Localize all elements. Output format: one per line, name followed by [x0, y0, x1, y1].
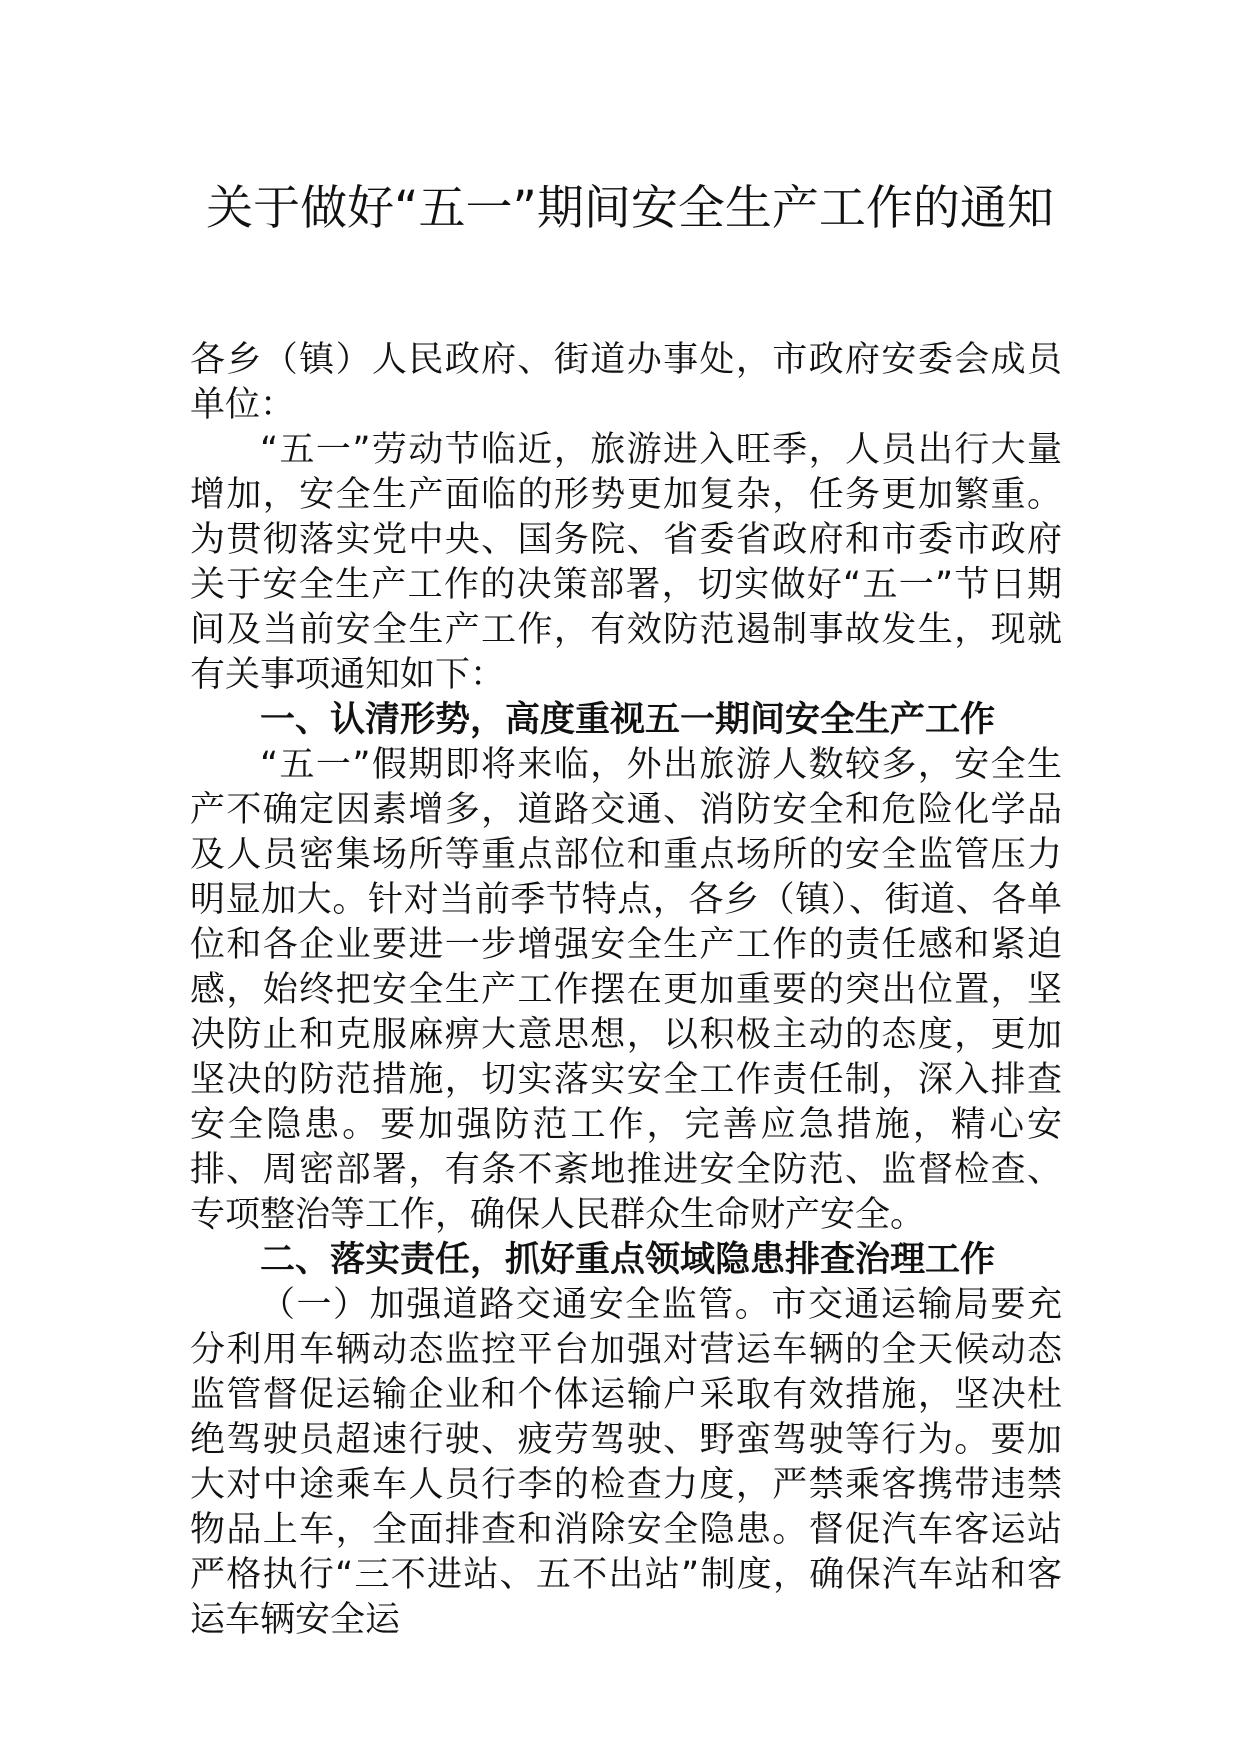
section-heading-1: 一、认清形势，高度重视五一期间安全生产工作 — [260, 700, 996, 740]
document-title: 关于做好“五一”期间安全生产工作的通知 — [206, 181, 1054, 236]
intro-paragraph: “五一”劳动节临近，旅游进入旺季，人员出行大量增加，安全生产面临的形势更加复杂，任务更加繁重。为贯彻落实党中央、国务院、省委省政府和市委市政府关于安全生产工作的决策部署，切实做好“五一”节日期间及当前安全生产工作，有效防范遏制事故发生，现就有关事项通知如下： — [190, 430, 1062, 695]
section-2-1-paragraph: （一）加强道路交通安全监管。市交通运输局要充分利用车辆动态监控平台加强对营运车辆的全天候动态监管督促运输企业和个体运输户采取有效措施，坚决杜绝驾驶员超速行驶、疲劳驾驶、野蛮驾驶等行为。要加大对中途乘车人员行李的检查力度，严禁乘客携带违禁物品上车，全面排查和消除安全隐患。督促汽车客运站严格执行“三不进站、五不出站”制度，确保汽车站和客运车辆安全运 — [190, 1285, 1062, 1640]
salutation: 各乡（镇）人民政府、街道办事处，市政府安委会成员单位： — [190, 340, 1062, 425]
section-1-paragraph: “五一”假期即将来临，外出旅游人数较多，安全生产不确定因素增多，道路交通、消防安全和危险化学品及人员密集场所等重点部位和重点场所的安全监管压力明显加大。针对当前季节特点，各乡（镇）、街道、各单位和各企业要进一步增强安全生产工作的责任感和紧迫感，始终把安全生产工作摆在更加重要的突出位置，坚决防止和克服麻痹大意思想，以积极主动的态度，更加坚决的防范措施，切实落实安全工作责任制，深入排查安全隐患。要加强防范工作，完善应急措施，精心安排、周密部署，有条不紊地推进安全防范、监督检查、专项整治等工作，确保人民群众生命财产安全。 — [190, 745, 1062, 1235]
section-heading-2: 二、落实责任，抓好重点领域隐患排查治理工作 — [260, 1240, 996, 1280]
document-body — [190, 338, 1062, 1643]
